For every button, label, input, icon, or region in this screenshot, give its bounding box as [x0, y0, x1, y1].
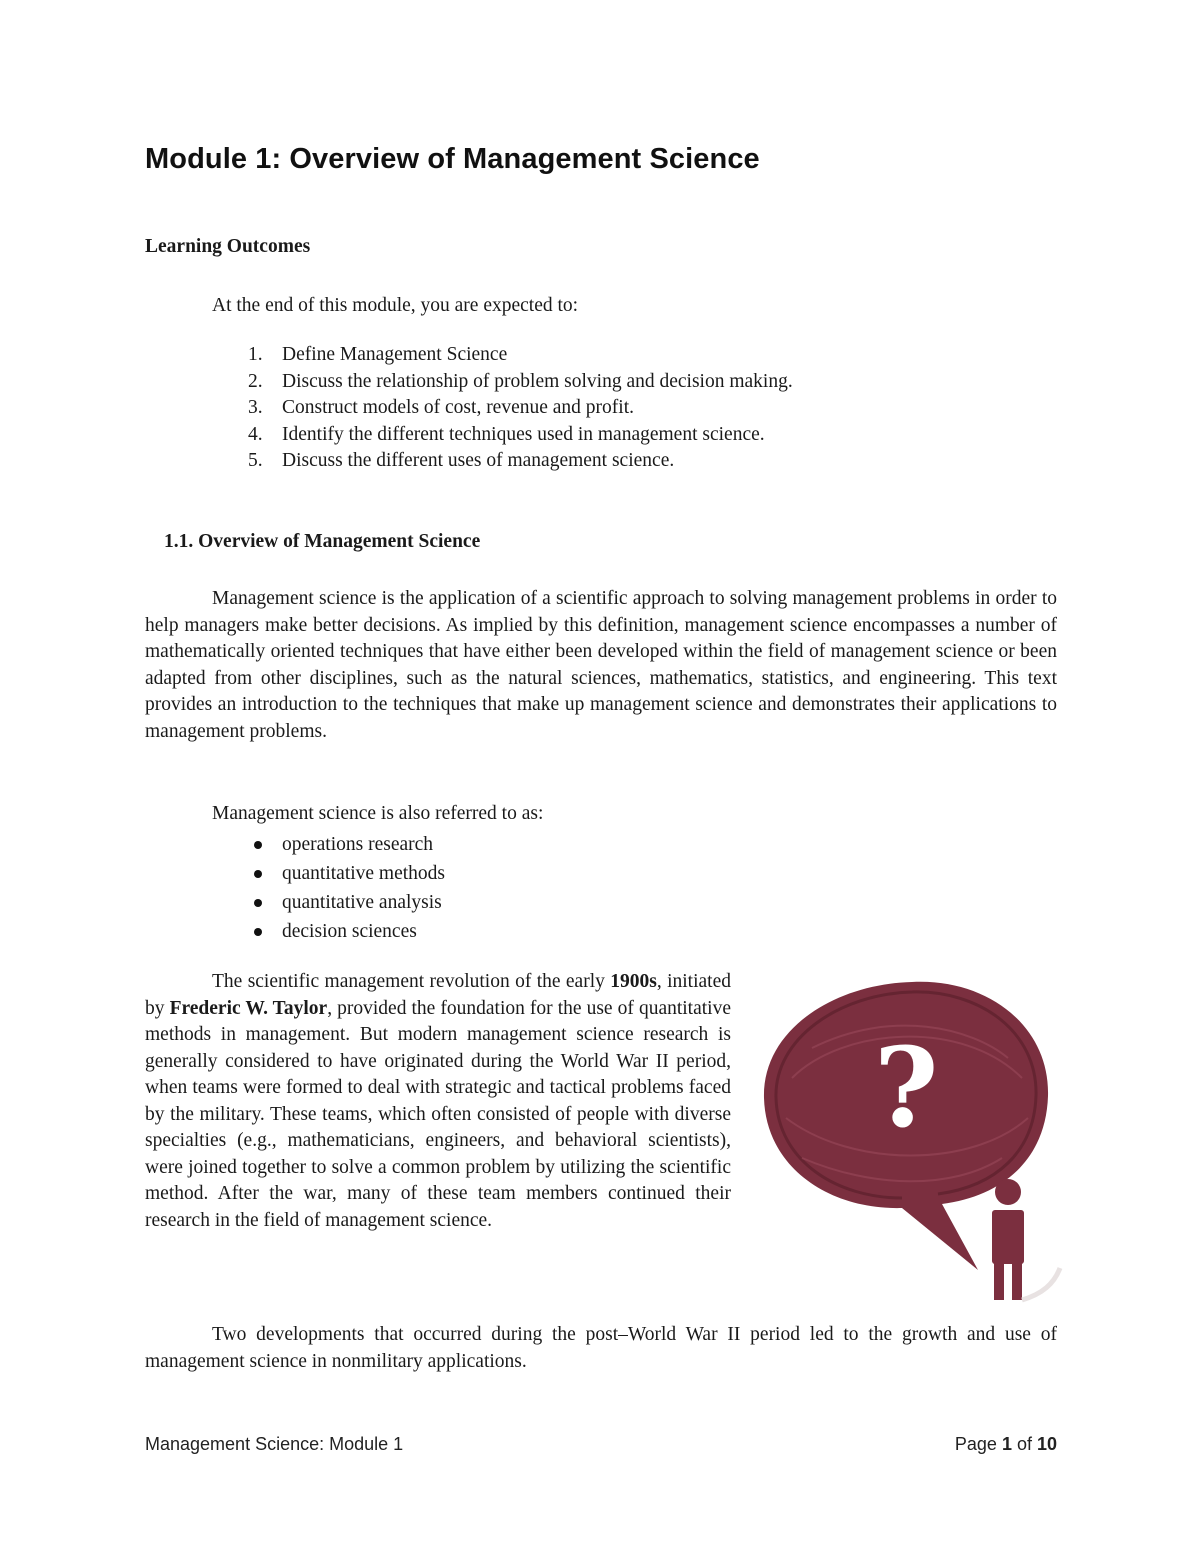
- paragraph-text: , initiated by: [145, 971, 731, 1019]
- page-title: Module 1: Overview of Management Science: [145, 143, 760, 175]
- list-number: 4.: [248, 423, 263, 445]
- list-item: [212, 888, 445, 917]
- list-item-text: operations research: [282, 834, 434, 855]
- list-item-text: Discuss the different uses of management science.: [282, 450, 675, 471]
- learning-outcomes-intro: At the end of this module, you are expected to:: [212, 295, 579, 316]
- footer-document-title: Management Science: Module 1: [145, 1434, 404, 1454]
- list-item: [212, 422, 793, 449]
- list-item-text: decision sciences: [282, 921, 417, 942]
- list-item: [212, 830, 445, 859]
- page-prefix: Page: [954, 1434, 1002, 1454]
- section-heading: 1.1. Overview of Management Science: [164, 531, 481, 552]
- question-person-illustration: [752, 968, 1072, 1308]
- list-item-text: Define Management Science: [282, 344, 508, 365]
- list-item-text: quantitative analysis: [282, 892, 442, 913]
- section-paragraph-1: Management science is the application of a scientific approach to solving management problems in order to help managers make better decisions. As implied by this definition, management science encompasses a number of mathematically oriented techniques that have either been developed within the field of management science or been adapted from other disciplines, such as the natural sciences, mathematics, statistics, and engineering. This text provides an introduction to the techniques that make up management science and demonstrates their applications to management problems.: [145, 588, 1057, 742]
- list-item: [212, 448, 793, 475]
- page-mid: of: [1011, 1434, 1037, 1454]
- list-number: 3.: [248, 397, 263, 418]
- bullet-icon: [254, 841, 262, 849]
- bold-year: 1900s: [610, 971, 657, 992]
- aka-list: [212, 830, 445, 946]
- list-item-text: Discuss the relationship of problem solving and decision making.: [282, 370, 793, 392]
- paragraph-text: , provided the foundation for the use of quantitative methods in management. But modern management science research is generally considered to have originated during the World War II period, when teams were formed to deal with strategic and tactical problems faced by the military. These teams, which often consisted of people with diverse specialties (e.g., mathematicians, engineers, and behavioral scientists), were joined together to solve a common problem by utilizing the scientific method. After the war, many of these team members continued their research in the field of management science.: [145, 997, 731, 1231]
- aka-intro: Management science is also referred to as:: [212, 803, 544, 824]
- list-number: 1.: [248, 344, 263, 365]
- list-item-text: quantitative methods: [282, 863, 446, 884]
- page-current: 1: [1001, 1434, 1012, 1454]
- list-number: 2.: [248, 370, 263, 392]
- bullet-icon: [254, 928, 262, 936]
- learning-outcomes-list: [212, 342, 793, 475]
- bullet-icon: [254, 899, 262, 907]
- section-paragraph-2: [145, 969, 731, 1234]
- list-item-text: Construct models of cost, revenue and profit.: [282, 397, 634, 418]
- list-item-text: Identify the different techniques used in management science.: [282, 423, 765, 445]
- page-total: 10: [1036, 1434, 1057, 1454]
- bullet-icon: [254, 870, 262, 878]
- paragraph-text: The scientific management revolution of the early: [212, 971, 611, 992]
- list-number: 5.: [248, 450, 263, 471]
- list-item: [212, 917, 445, 946]
- list-item: [212, 395, 793, 422]
- list-item: [212, 859, 445, 888]
- bold-name: Frederic W. Taylor: [169, 997, 328, 1019]
- question-mark-icon: ?: [874, 1023, 939, 1152]
- person-icon: [992, 1179, 1060, 1300]
- list-item: [212, 342, 793, 369]
- section-paragraph-3: Two developments that occurred during the post–World War II period led to the growth and use of management science in nonmilitary applications.: [145, 1324, 1057, 1372]
- learning-outcomes-heading: Learning Outcomes: [145, 236, 311, 257]
- list-item: [212, 369, 793, 396]
- footer-page-number: [930, 1434, 1057, 1455]
